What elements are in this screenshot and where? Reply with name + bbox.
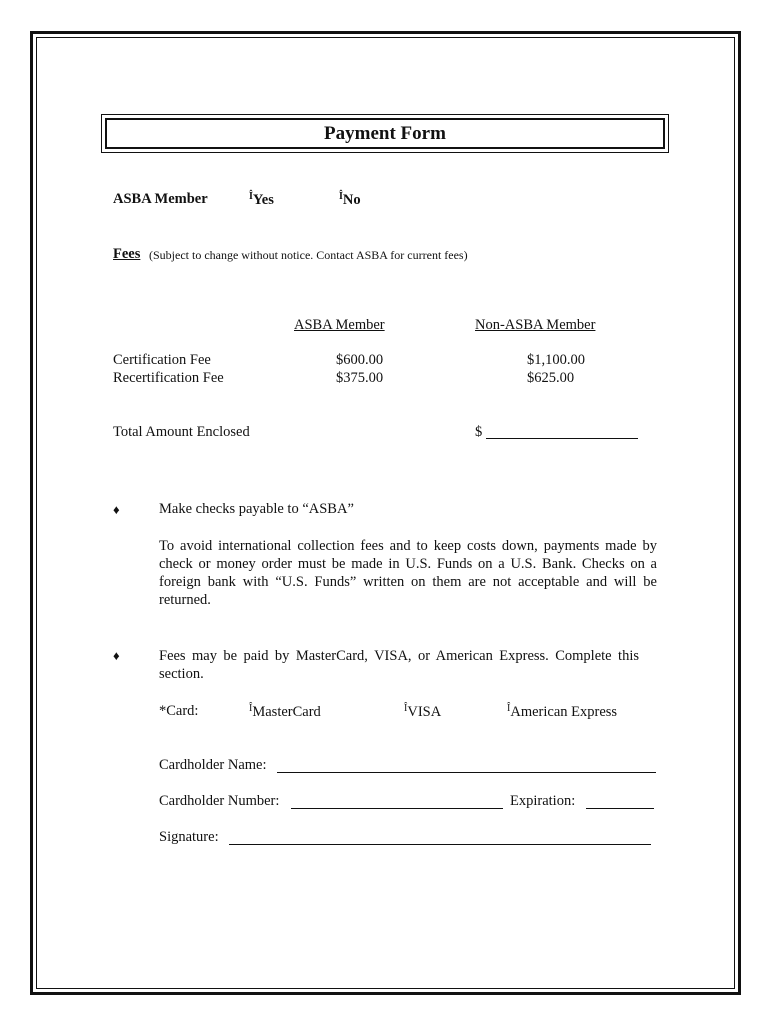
title-box-inner bbox=[105, 118, 665, 149]
fee-row-member: $600.00 bbox=[336, 352, 384, 368]
fees-label: Fees bbox=[113, 246, 141, 262]
no-checkbox-icon[interactable]: Î bbox=[339, 191, 343, 202]
fees-note: (Subject to change without notice. Contact ASBA for current fees) bbox=[149, 248, 468, 262]
visa-checkbox-icon[interactable]: Î bbox=[404, 703, 408, 714]
bullet-diamond-icon: ♦ bbox=[113, 502, 120, 517]
bullet-diamond-icon: ♦ bbox=[113, 648, 120, 663]
international-note: To avoid international collection fees and to keep costs down, payments made by check or money order must be made in U.S. Funds on a U.S. Bank. Checks on a foreign bank with “U.S. Funds” written on them are not acceptable and will be returned. bbox=[159, 538, 657, 608]
no-option[interactable] bbox=[339, 191, 361, 209]
total-amount-field[interactable] bbox=[486, 438, 638, 439]
fee-row-name: Certification Fee bbox=[113, 352, 211, 368]
fee-row-name: Recertification Fee bbox=[113, 370, 224, 386]
yes-option[interactable] bbox=[249, 191, 274, 209]
visa-option[interactable] bbox=[404, 703, 441, 721]
expiration-label: Expiration: bbox=[510, 793, 576, 809]
visa-label: VISA bbox=[407, 704, 442, 720]
fee-row-non-member: $625.00 bbox=[527, 370, 575, 386]
amex-option[interactable] bbox=[507, 703, 617, 721]
page-title: Payment Form bbox=[324, 122, 446, 144]
cardholder-number-field[interactable] bbox=[291, 808, 503, 809]
cardholder-name-label: Cardholder Name: bbox=[159, 757, 267, 773]
fee-row-member: $375.00 bbox=[336, 370, 384, 386]
fee-header-member: ASBA Member bbox=[294, 317, 385, 333]
amex-checkbox-icon[interactable]: Î bbox=[507, 703, 511, 714]
title-box bbox=[101, 114, 669, 153]
amex-label: American Express bbox=[510, 704, 618, 720]
page-border-inner bbox=[36, 37, 735, 989]
signature-label: Signature: bbox=[159, 829, 219, 845]
cardholder-number-label: Cardholder Number: bbox=[159, 793, 280, 809]
fee-row-non-member: $1,100.00 bbox=[527, 352, 585, 368]
card-label: *Card: bbox=[159, 703, 199, 719]
yes-checkbox-icon[interactable]: Î bbox=[249, 191, 253, 202]
total-currency: $ bbox=[475, 424, 483, 440]
checks-payable-text: Make checks payable to “ASBA” bbox=[159, 501, 354, 517]
no-label: No bbox=[342, 192, 361, 208]
total-label: Total Amount Enclosed bbox=[113, 424, 250, 440]
signature-field[interactable] bbox=[229, 844, 651, 845]
cardholder-name-field[interactable] bbox=[277, 772, 656, 773]
mastercard-option[interactable] bbox=[249, 703, 321, 721]
fee-header-non-member: Non-ASBA Member bbox=[475, 317, 596, 333]
card-note: Fees may be paid by MasterCard, VISA, or American Express. Complete this section. bbox=[159, 648, 639, 682]
mastercard-label: MasterCard bbox=[252, 704, 321, 720]
expiration-field[interactable] bbox=[586, 808, 654, 809]
yes-label: Yes bbox=[252, 192, 274, 208]
mastercard-checkbox-icon[interactable]: Î bbox=[249, 703, 253, 714]
asba-member-label: ASBA Member bbox=[113, 191, 208, 207]
